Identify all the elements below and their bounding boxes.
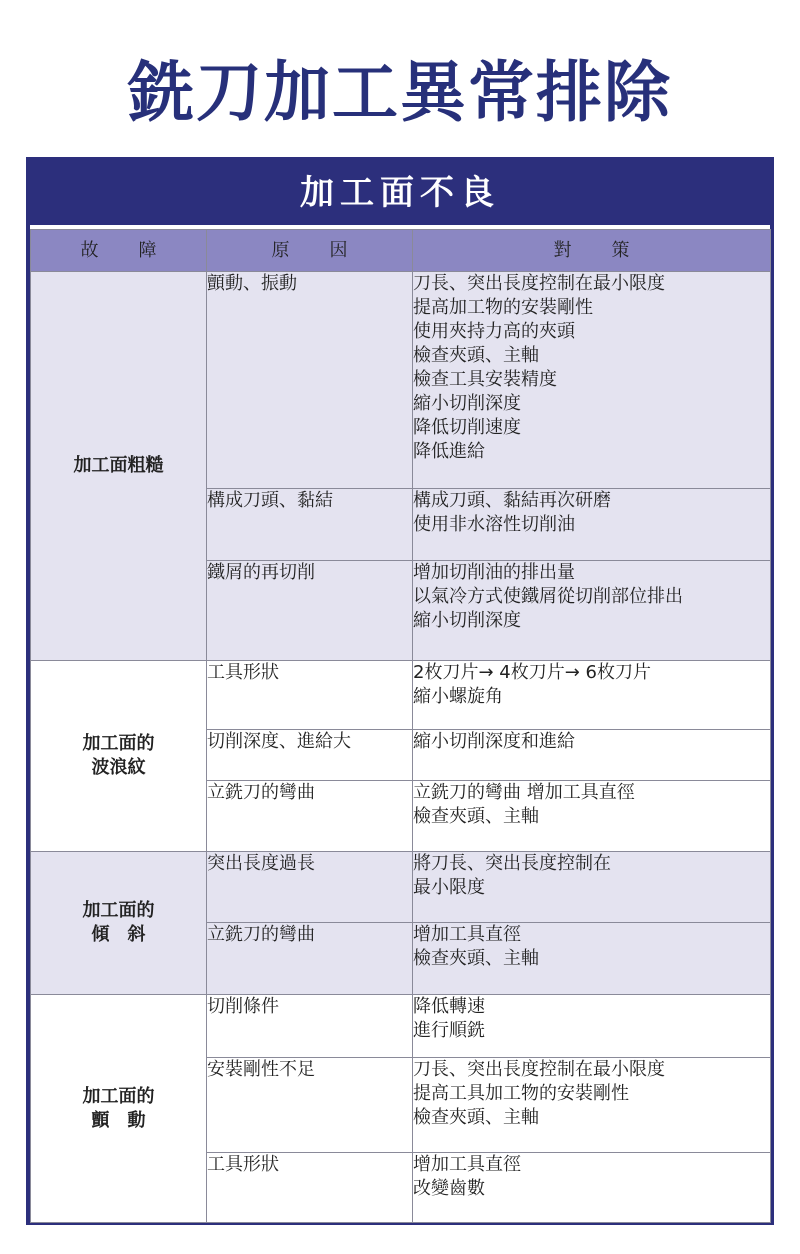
cause-cell: 工具形狀 (207, 1153, 413, 1223)
section-title: 加工面不良 (30, 161, 770, 225)
fault-label: 加工面的 (82, 900, 155, 921)
measure-line: 檢查工具安裝精度 (413, 369, 557, 390)
measure-line: 以氣冷方式使鐵屑從切削部位排出 (413, 586, 683, 607)
header-measure: 對策 (413, 230, 771, 272)
measure-line: 增加切削油的排出量 (413, 562, 575, 583)
measure-line: 提高加工物的安裝剛性 (413, 297, 593, 318)
troubleshooting-table-frame (26, 157, 774, 1225)
measure-line: 使用夾持力高的夾頭 (413, 321, 575, 342)
header-cause: 原因 (207, 230, 413, 272)
table-header-row (31, 230, 771, 272)
measure-line: 檢查夾頭、主軸 (413, 806, 539, 827)
fault-cell (31, 661, 207, 852)
cause-cell: 構成刀頭、黏結 (207, 489, 413, 561)
table-row (31, 661, 771, 730)
measure-line: 將刀長、突出長度控制在 (413, 853, 611, 874)
table-row (31, 995, 771, 1058)
measure-cell (413, 995, 771, 1058)
measure-cell (413, 730, 771, 781)
fault-cell (31, 272, 207, 661)
measure-line: 檢查夾頭、主軸 (413, 345, 539, 366)
measure-cell (413, 561, 771, 661)
cause-cell: 立銑刀的彎曲 (207, 781, 413, 852)
measure-line: 刀長、突出長度控制在最小限度 (413, 1059, 665, 1080)
measure-line: 檢查夾頭、主軸 (413, 948, 539, 969)
measure-line: 使用非水溶性切削油 (413, 514, 575, 535)
cause-cell: 安裝剛性不足 (207, 1058, 413, 1153)
measure-cell (413, 1153, 771, 1223)
fault-cell (31, 995, 207, 1223)
table-row (31, 852, 771, 923)
cause-cell: 突出長度過長 (207, 852, 413, 923)
measure-line: 2枚刀片→ 4枚刀片→ 6枚刀片 (413, 662, 651, 683)
measure-cell (413, 272, 771, 489)
measure-line: 縮小切削深度 (413, 610, 521, 631)
measure-line: 立銑刀的彎曲 增加工具直徑 (413, 782, 635, 803)
measure-line: 縮小切削深度 (413, 393, 521, 414)
cause-cell: 切削條件 (207, 995, 413, 1058)
measure-line: 降低轉速 (413, 996, 485, 1017)
measure-line: 縮小切削深度和進給 (413, 731, 575, 752)
measure-line: 降低切削速度 (413, 417, 521, 438)
measure-cell (413, 923, 771, 995)
measure-cell (413, 781, 771, 852)
fault-label: 加工面的 (82, 733, 155, 754)
cause-cell: 鐵屑的再切削 (207, 561, 413, 661)
measure-line: 進行順銑 (413, 1020, 485, 1041)
measure-line: 提高工具加工物的安裝剛性 (413, 1083, 629, 1104)
fault-label: 加工面的 (82, 1085, 155, 1107)
measure-cell (413, 1058, 771, 1153)
fault-label: 加工面粗糙 (73, 455, 164, 476)
measure-line: 降低進給 (413, 441, 485, 462)
measure-line: 最小限度 (413, 877, 485, 898)
troubleshooting-table (30, 229, 771, 1223)
cause-cell: 切削深度、進給大 (207, 730, 413, 781)
cause-cell: 工具形狀 (207, 661, 413, 730)
fault-label: 傾 斜 (91, 924, 146, 945)
cause-cell: 顫動、振動 (207, 272, 413, 489)
measure-cell (413, 489, 771, 561)
table-row (31, 272, 771, 489)
measure-line: 構成刀頭、黏結再次研磨 (413, 490, 611, 511)
fault-label: 波浪紋 (91, 757, 146, 778)
fault-label: 顫 動 (91, 1109, 146, 1131)
page-title: 銑刀加工異常排除 (128, 54, 672, 131)
measure-line: 刀長、突出長度控制在最小限度 (413, 273, 665, 294)
measure-line: 改變齒數 (413, 1178, 485, 1199)
measure-line: 縮小螺旋角 (413, 686, 503, 707)
cause-cell: 立銑刀的彎曲 (207, 923, 413, 995)
measure-line: 檢查夾頭、主軸 (413, 1107, 539, 1128)
measure-cell (413, 661, 771, 730)
measure-cell (413, 852, 771, 923)
header-fault: 故障 (31, 230, 207, 272)
fault-cell (31, 852, 207, 995)
measure-line: 增加工具直徑 (413, 924, 521, 945)
measure-line: 增加工具直徑 (413, 1154, 521, 1175)
